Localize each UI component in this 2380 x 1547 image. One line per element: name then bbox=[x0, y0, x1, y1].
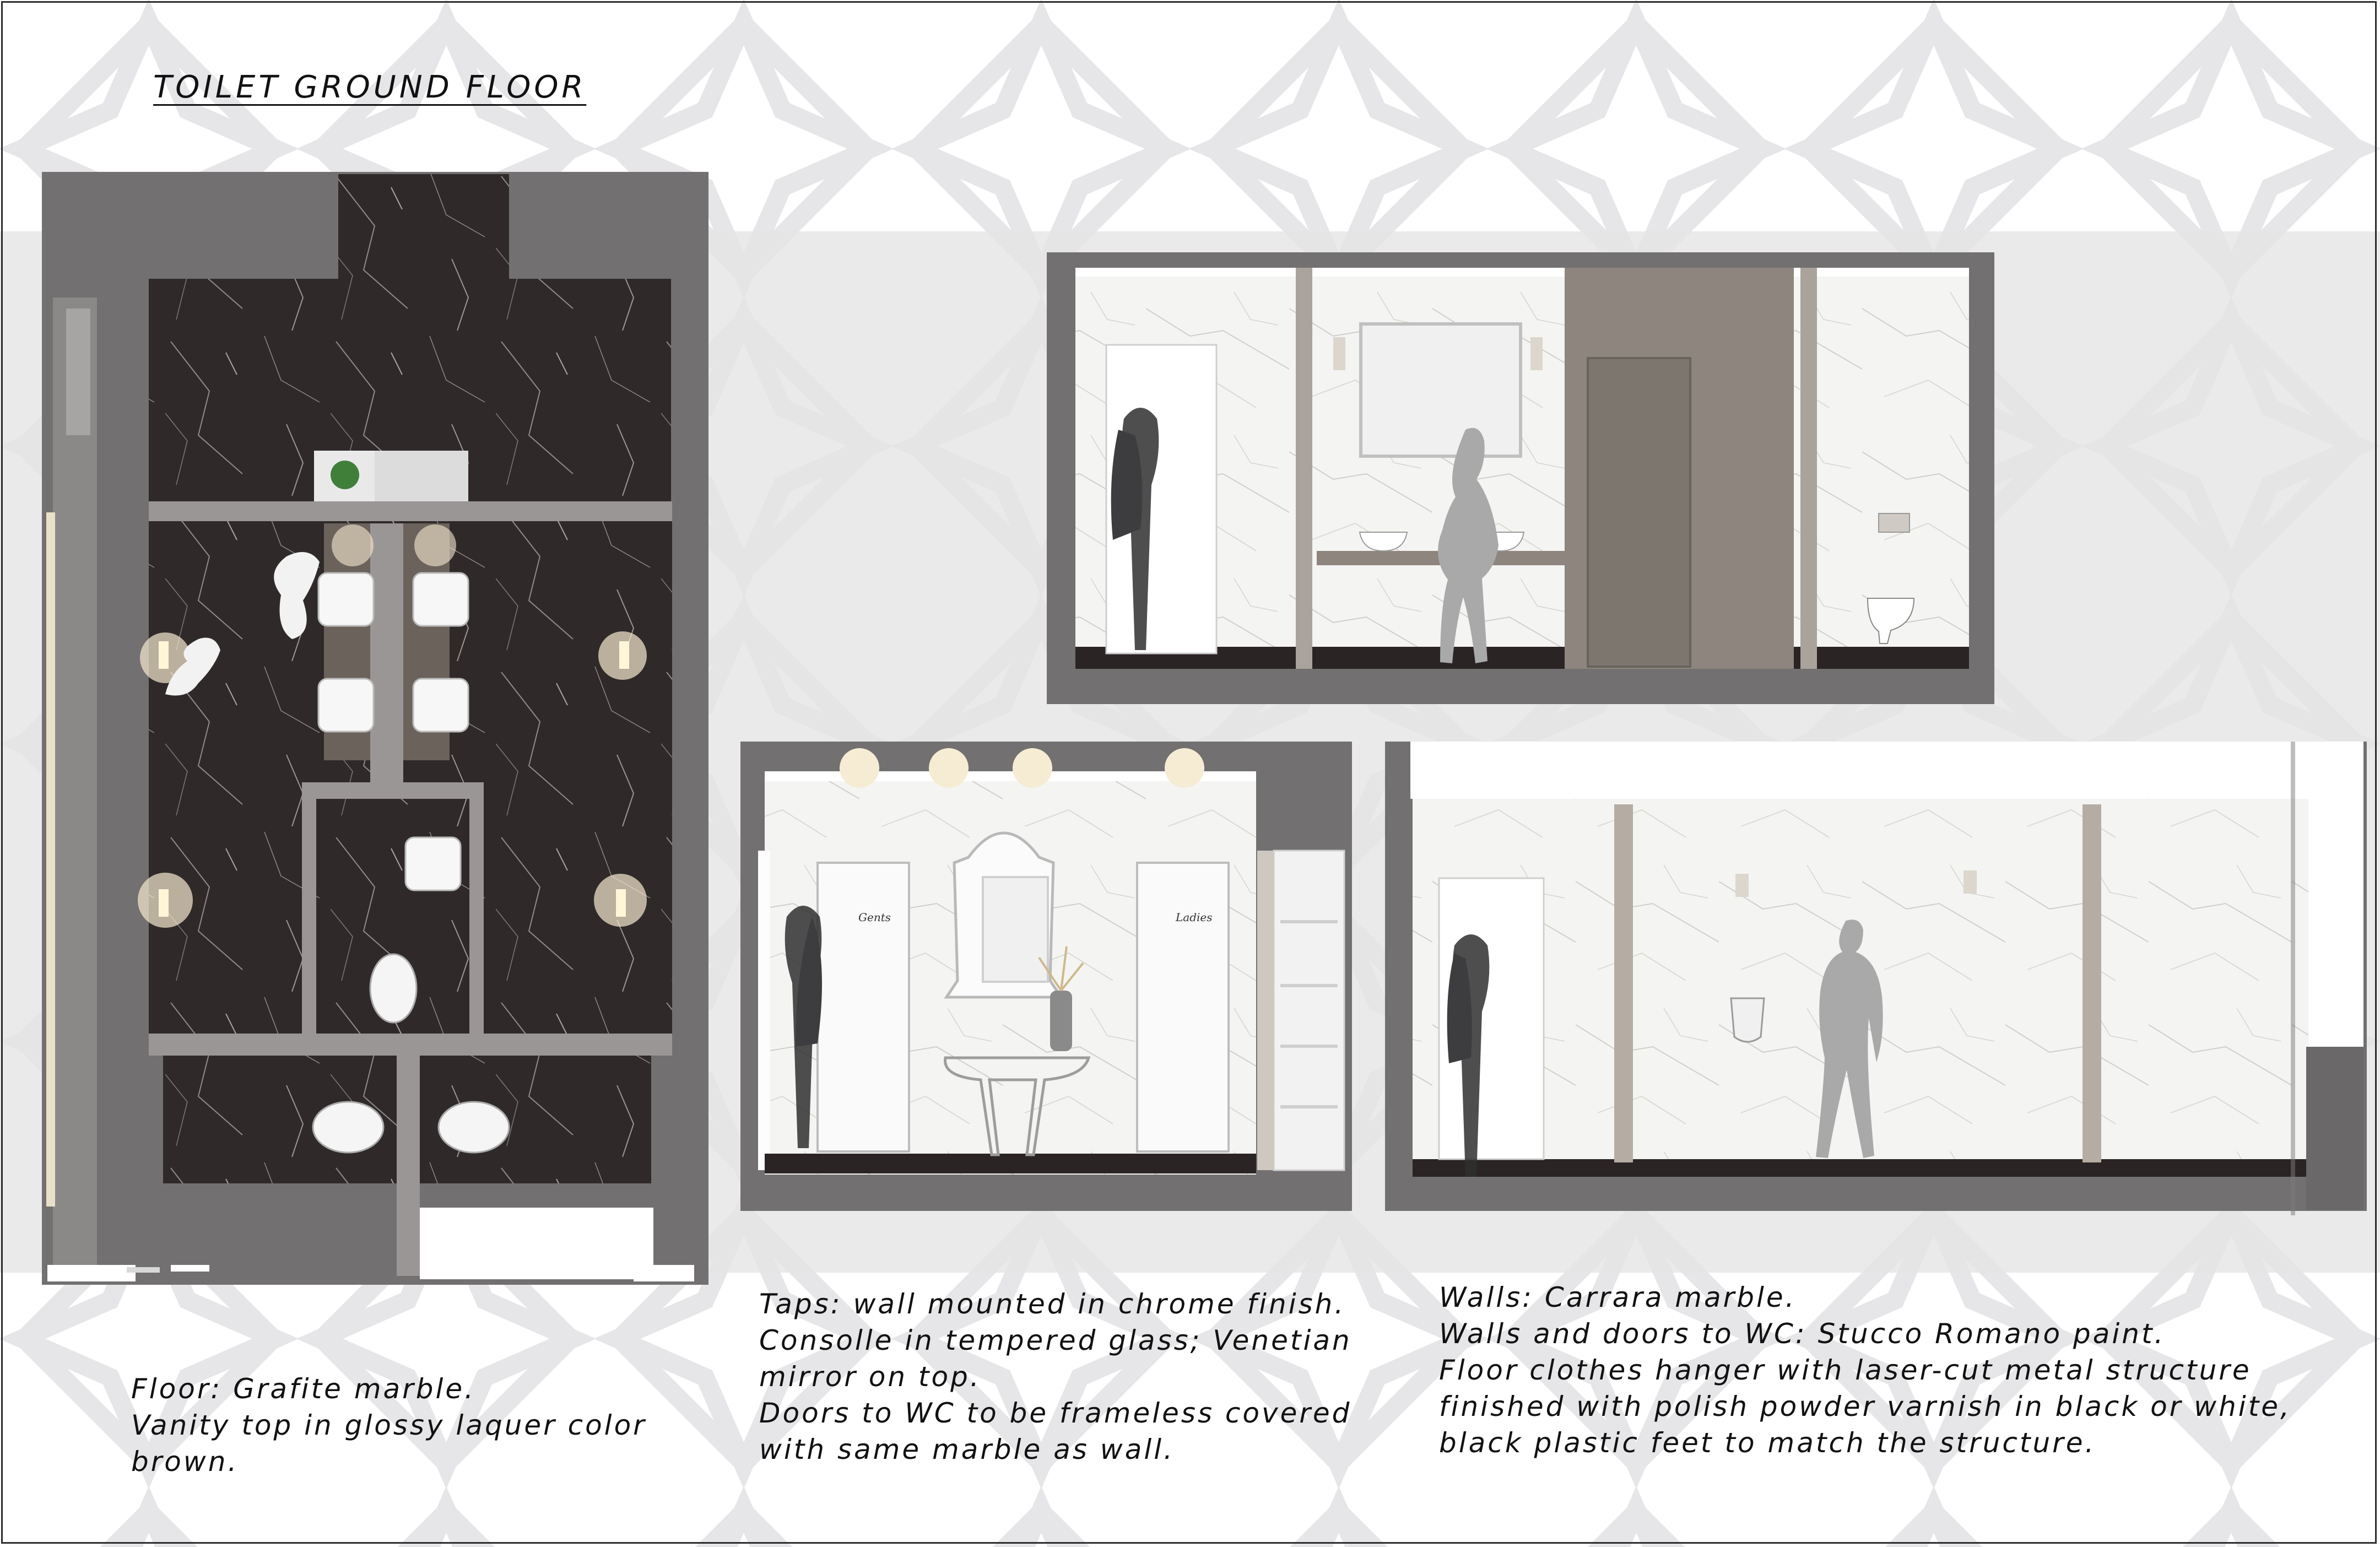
wc-icon bbox=[370, 954, 416, 1023]
washbasin-icon bbox=[413, 679, 468, 732]
mirror bbox=[1361, 324, 1521, 456]
washbasin-icon bbox=[405, 837, 461, 890]
wc-icon bbox=[313, 1102, 383, 1153]
wc-icon bbox=[439, 1102, 509, 1153]
floor-plan bbox=[42, 170, 717, 1327]
ladies-door bbox=[1137, 863, 1229, 1151]
plan-top-niche bbox=[338, 174, 509, 284]
wall-light-icon bbox=[1530, 337, 1543, 370]
sheet-title: TOILET GROUND FLOOR bbox=[153, 69, 587, 105]
wall-light-icon bbox=[1735, 874, 1749, 897]
wall-light-icon bbox=[1964, 870, 1977, 894]
elevation-center bbox=[740, 740, 1353, 1213]
note-line: Taps: wall mounted in chrome finish. bbox=[759, 1288, 1346, 1320]
wall-light-icon bbox=[1333, 337, 1345, 370]
note-line: mirror on top. bbox=[759, 1361, 981, 1393]
note-line: finished with polish powder varnish in black or white, bbox=[1439, 1391, 2291, 1422]
elevation-right-notes bbox=[1439, 1279, 2291, 1461]
elevation-right bbox=[1383, 740, 2369, 1215]
elevation-center-notes bbox=[759, 1286, 1352, 1468]
urinal bbox=[1731, 998, 1764, 1042]
note-line: black plastic feet to match the structure. bbox=[1439, 1427, 2096, 1459]
note-line: brown. bbox=[131, 1446, 239, 1478]
washbasin-icon bbox=[413, 573, 468, 626]
gents-door bbox=[818, 863, 909, 1151]
note-line: Walls and doors to WC: Stucco Romano paint. bbox=[1439, 1318, 2166, 1350]
washbasin-icon bbox=[318, 573, 374, 626]
note-line: Floor clothes hanger with laser-cut metal structure bbox=[1439, 1354, 2252, 1386]
gents-door-label: Gents bbox=[858, 911, 891, 924]
floor-plan-notes bbox=[131, 1371, 647, 1480]
note-line: with same marble as wall. bbox=[759, 1434, 1175, 1465]
wc-door bbox=[1588, 358, 1690, 667]
elevation-top bbox=[1047, 251, 1994, 708]
note-line: Walls: Carrara marble. bbox=[1439, 1281, 1797, 1313]
note-line: Floor: Grafite marble. bbox=[131, 1373, 476, 1405]
note-line: Vanity top in glossy laquer color bbox=[131, 1409, 647, 1441]
note-line: Consolle in tempered glass; Venetian bbox=[759, 1324, 1352, 1356]
ladies-door-label: Ladies bbox=[1176, 911, 1213, 924]
washbasin-icon bbox=[318, 679, 374, 732]
note-line: Doors to WC to be frameless covered bbox=[759, 1397, 1352, 1429]
vase-icon bbox=[1050, 991, 1072, 1051]
